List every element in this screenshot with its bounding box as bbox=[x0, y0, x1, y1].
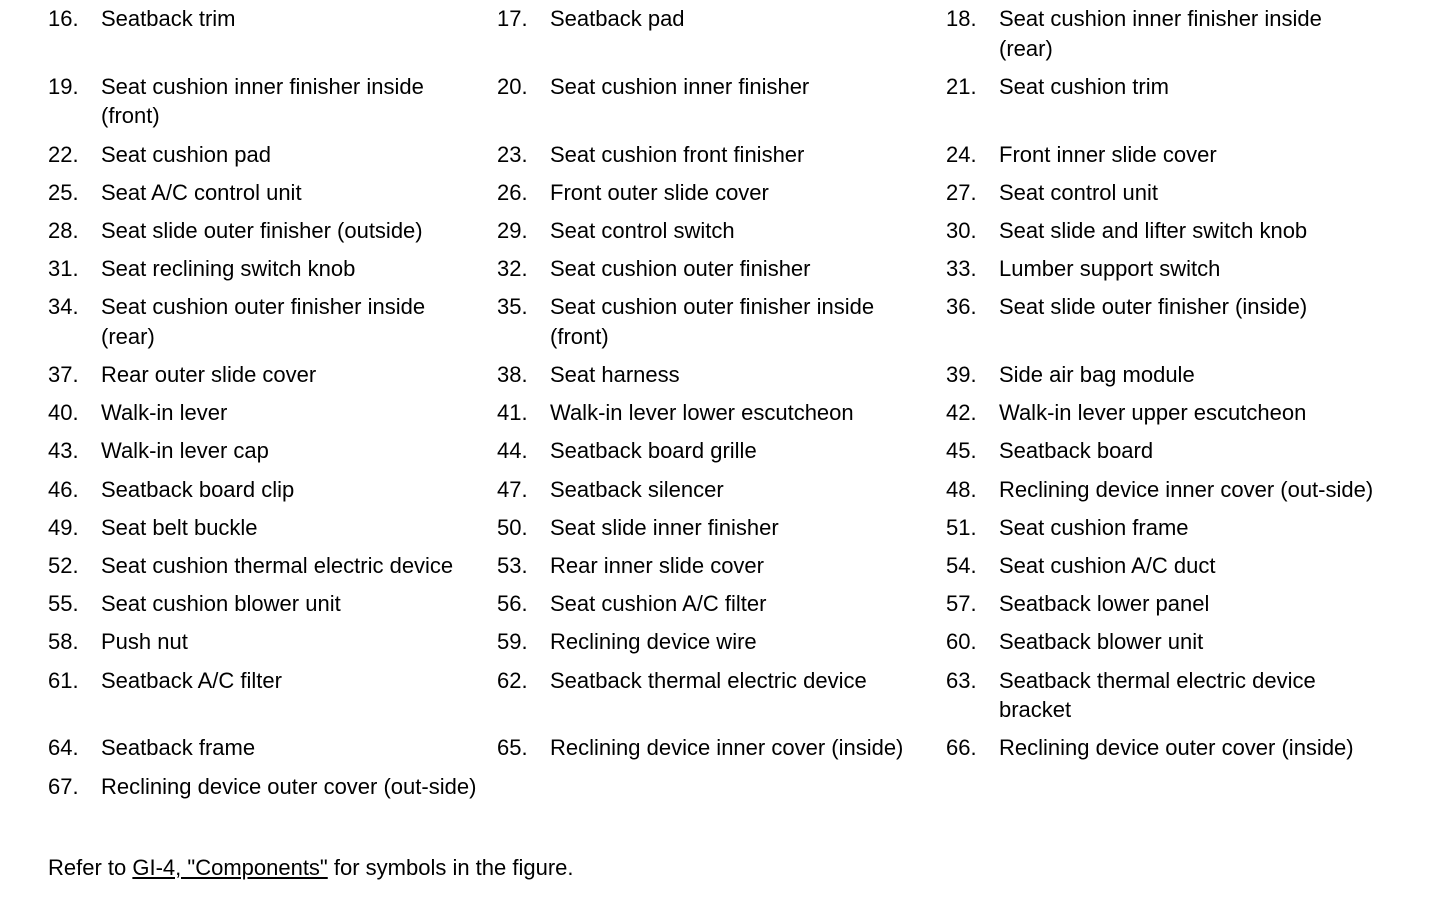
legend-item-number: 42. bbox=[946, 400, 977, 426]
legend-item bbox=[48, 666, 497, 725]
legend-item-number: 60. bbox=[946, 629, 977, 655]
legend-item-label: Seat cushion A/C filter bbox=[550, 591, 767, 617]
legend-item-label: Seat slide inner finisher bbox=[550, 514, 779, 540]
legend-item-number: 36. bbox=[946, 294, 977, 320]
legend-item-number: 61. bbox=[48, 667, 79, 693]
legend-item bbox=[497, 4, 946, 63]
legend-item-label: Seat slide and lifter switch knob bbox=[999, 217, 1308, 243]
legend-item bbox=[946, 72, 1448, 131]
legend-item-number: 30. bbox=[946, 217, 977, 243]
legend-item bbox=[946, 436, 1448, 466]
legend-item-label: Seatback pad bbox=[550, 6, 685, 31]
legend-item-label: Seat cushion inner finisher bbox=[550, 73, 810, 99]
legend-item bbox=[48, 398, 497, 428]
legend-item-label: Seat belt buckle bbox=[101, 514, 258, 540]
legend-item-number: 44. bbox=[497, 438, 528, 464]
legend-item-number: 39. bbox=[946, 362, 977, 388]
legend-item bbox=[946, 360, 1448, 390]
legend-item-label: Seatback thermal electric device bracket bbox=[999, 667, 1316, 723]
legend-item-number: 22. bbox=[48, 141, 79, 167]
legend-item-label: Seat cushion inner finisher inside (front) bbox=[101, 73, 424, 129]
legend-item-number: 55. bbox=[48, 591, 79, 617]
legend-item-label: Push nut bbox=[101, 629, 188, 655]
legend-item-label: Seat control switch bbox=[550, 217, 735, 243]
legend-item-label: Seat cushion blower unit bbox=[101, 591, 341, 617]
legend-item bbox=[497, 436, 946, 466]
legend-item bbox=[497, 292, 946, 351]
legend-item bbox=[497, 589, 946, 619]
legend-item bbox=[48, 733, 497, 763]
legend-item-label: Seat A/C control unit bbox=[101, 179, 302, 205]
legend-item-label: Rear inner slide cover bbox=[550, 553, 764, 579]
legend-item-number: 53. bbox=[497, 553, 528, 579]
legend-item-label: Reclining device outer cover (out-side) bbox=[101, 773, 477, 799]
legend-item-number: 34. bbox=[48, 294, 79, 320]
legend-item-label: Seat slide outer finisher (outside) bbox=[101, 217, 423, 243]
legend-item-label: Reclining device inner cover (inside) bbox=[550, 735, 904, 761]
legend-item bbox=[946, 475, 1448, 505]
legend-item-label: Seatback board grille bbox=[550, 438, 757, 464]
legend-item-label: Reclining device wire bbox=[550, 629, 757, 655]
legend-item-label: Seatback trim bbox=[101, 6, 236, 31]
legend-item bbox=[48, 436, 497, 466]
legend-item bbox=[48, 360, 497, 390]
note-prefix: Refer to bbox=[48, 855, 133, 880]
legend-item-label: Walk-in lever upper escutcheon bbox=[999, 400, 1307, 426]
legend-item-number: 59. bbox=[497, 629, 528, 655]
legend-item bbox=[48, 178, 497, 208]
legend-item-label: Rear outer slide cover bbox=[101, 362, 317, 388]
legend-item bbox=[48, 292, 497, 351]
legend-item-number: 48. bbox=[946, 476, 977, 502]
legend-item-number: 65. bbox=[497, 735, 528, 761]
legend-item-number: 19. bbox=[48, 73, 79, 99]
legend-item bbox=[497, 72, 946, 131]
legend-item bbox=[946, 4, 1448, 63]
legend-item bbox=[946, 254, 1448, 284]
legend-item-label: Seatback frame bbox=[101, 735, 256, 761]
legend-item-label: Seat reclining switch knob bbox=[101, 256, 356, 282]
legend-item bbox=[946, 666, 1448, 725]
legend-item-number: 17. bbox=[497, 6, 528, 31]
legend-item bbox=[946, 292, 1448, 351]
legend-item-number: 23. bbox=[497, 141, 528, 167]
legend-item-label: Side air bag module bbox=[999, 362, 1195, 388]
legend-item-number: 33. bbox=[946, 256, 977, 282]
component-legend bbox=[48, 4, 1448, 801]
legend-item-label: Seat cushion A/C duct bbox=[999, 553, 1216, 579]
legend-item-label: Seat cushion outer finisher inside (front) bbox=[550, 294, 875, 349]
legend-item-number: 43. bbox=[48, 438, 79, 464]
legend-item bbox=[946, 216, 1448, 246]
legend-item bbox=[946, 178, 1448, 208]
legend-item-label: Reclining device outer cover (inside) bbox=[999, 735, 1354, 761]
legend-item-number: 27. bbox=[946, 179, 977, 205]
legend-item-number: 66. bbox=[946, 735, 977, 761]
legend-item bbox=[497, 513, 946, 543]
legend-item-number: 28. bbox=[48, 217, 79, 243]
legend-item-label: Seatback lower panel bbox=[999, 591, 1210, 617]
legend-item-number: 31. bbox=[48, 256, 79, 282]
legend-item-label: Seat harness bbox=[550, 362, 680, 388]
legend-item-label: Seat cushion thermal electric device bbox=[101, 553, 454, 579]
legend-item bbox=[497, 666, 946, 725]
legend-item-number: 45. bbox=[946, 438, 977, 464]
legend-item-number: 49. bbox=[48, 514, 79, 540]
reference-note bbox=[48, 853, 574, 883]
legend-item bbox=[48, 216, 497, 246]
legend-item-number: 47. bbox=[497, 476, 528, 502]
legend-item-number: 62. bbox=[497, 667, 528, 693]
legend-item bbox=[946, 589, 1448, 619]
legend-item bbox=[497, 178, 946, 208]
legend-item bbox=[497, 360, 946, 390]
legend-item-number: 51. bbox=[946, 514, 977, 540]
legend-item-number: 16. bbox=[48, 6, 79, 31]
legend-item-label: Front inner slide cover bbox=[999, 141, 1217, 167]
legend-item bbox=[497, 216, 946, 246]
legend-item-label: Seat slide outer finisher (inside) bbox=[999, 294, 1308, 320]
legend-item bbox=[48, 4, 497, 63]
legend-item-number: 18. bbox=[946, 6, 977, 31]
legend-item-label: Seatback board clip bbox=[101, 476, 295, 502]
legend-item-number: 24. bbox=[946, 141, 977, 167]
legend-item bbox=[48, 254, 497, 284]
legend-item-label: Seatback A/C filter bbox=[101, 667, 282, 693]
legend-item bbox=[48, 140, 497, 170]
legend-item bbox=[497, 140, 946, 170]
components-reference-link[interactable]: GI-4, "Components" bbox=[132, 855, 328, 880]
legend-item bbox=[497, 398, 946, 428]
legend-item-label: Seatback thermal electric device bbox=[550, 667, 867, 693]
legend-item-label: Seat cushion front finisher bbox=[550, 141, 805, 167]
note-suffix: for symbols in the figure. bbox=[327, 855, 574, 880]
legend-item-label: Seatback board bbox=[999, 438, 1154, 464]
legend-item-label: Seat cushion pad bbox=[101, 141, 272, 167]
legend-item bbox=[497, 627, 946, 657]
legend-item bbox=[48, 475, 497, 505]
legend-item-number: 29. bbox=[497, 217, 528, 243]
legend-item bbox=[946, 513, 1448, 543]
legend-item-label: Seat control unit bbox=[999, 179, 1158, 205]
legend-item-number: 41. bbox=[497, 400, 528, 426]
legend-item-number: 57. bbox=[946, 591, 977, 617]
legend-item-number: 50. bbox=[497, 514, 528, 540]
legend-item-label: Seatback blower unit bbox=[999, 629, 1204, 655]
legend-item bbox=[497, 254, 946, 284]
legend-item-number: 35. bbox=[497, 294, 528, 320]
legend-item-label: Lumber support switch bbox=[999, 256, 1221, 282]
legend-item-number: 67. bbox=[48, 773, 79, 799]
legend-item bbox=[48, 551, 497, 581]
legend-item bbox=[48, 513, 497, 543]
legend-item bbox=[48, 627, 497, 657]
legend-item-label: Seat cushion inner finisher inside (rear) bbox=[999, 6, 1322, 61]
legend-item-label: Reclining device inner cover (out-side) bbox=[999, 476, 1374, 502]
legend-item-number: 20. bbox=[497, 73, 528, 99]
legend-item-label: Seat cushion frame bbox=[999, 514, 1189, 540]
legend-item bbox=[946, 627, 1448, 657]
legend-item-label: Walk-in lever cap bbox=[101, 438, 269, 464]
legend-item-label: Seat cushion trim bbox=[999, 73, 1169, 99]
legend-item-number: 52. bbox=[48, 553, 79, 579]
legend-item bbox=[946, 733, 1448, 763]
legend-item bbox=[48, 772, 497, 802]
legend-item-number: 54. bbox=[946, 553, 977, 579]
legend-item bbox=[497, 551, 946, 581]
legend-item-label: Walk-in lever bbox=[101, 400, 228, 426]
legend-item-number: 46. bbox=[48, 476, 79, 502]
legend-item bbox=[497, 475, 946, 505]
legend-item-number: 56. bbox=[497, 591, 528, 617]
legend-item-label: Front outer slide cover bbox=[550, 179, 769, 205]
legend-item bbox=[497, 733, 946, 763]
legend-item-number: 37. bbox=[48, 362, 79, 388]
legend-item-number: 58. bbox=[48, 629, 79, 655]
legend-item-label: Walk-in lever lower escutcheon bbox=[550, 400, 854, 426]
legend-item-number: 38. bbox=[497, 362, 528, 388]
legend-item-label: Seatback silencer bbox=[550, 476, 724, 502]
legend-item bbox=[946, 398, 1448, 428]
legend-item-number: 21. bbox=[946, 73, 977, 99]
legend-item bbox=[48, 589, 497, 619]
legend-item-number: 40. bbox=[48, 400, 79, 426]
legend-item-number: 25. bbox=[48, 179, 79, 205]
legend-item-number: 26. bbox=[497, 179, 528, 205]
legend-item bbox=[946, 551, 1448, 581]
legend-item-number: 63. bbox=[946, 667, 977, 693]
legend-item-number: 32. bbox=[497, 256, 528, 282]
legend-item-number: 64. bbox=[48, 735, 79, 761]
legend-item-label: Seat cushion outer finisher bbox=[550, 256, 811, 282]
legend-item bbox=[946, 140, 1448, 170]
legend-item bbox=[48, 72, 497, 131]
legend-item-label: Seat cushion outer finisher inside (rear) bbox=[101, 294, 426, 349]
